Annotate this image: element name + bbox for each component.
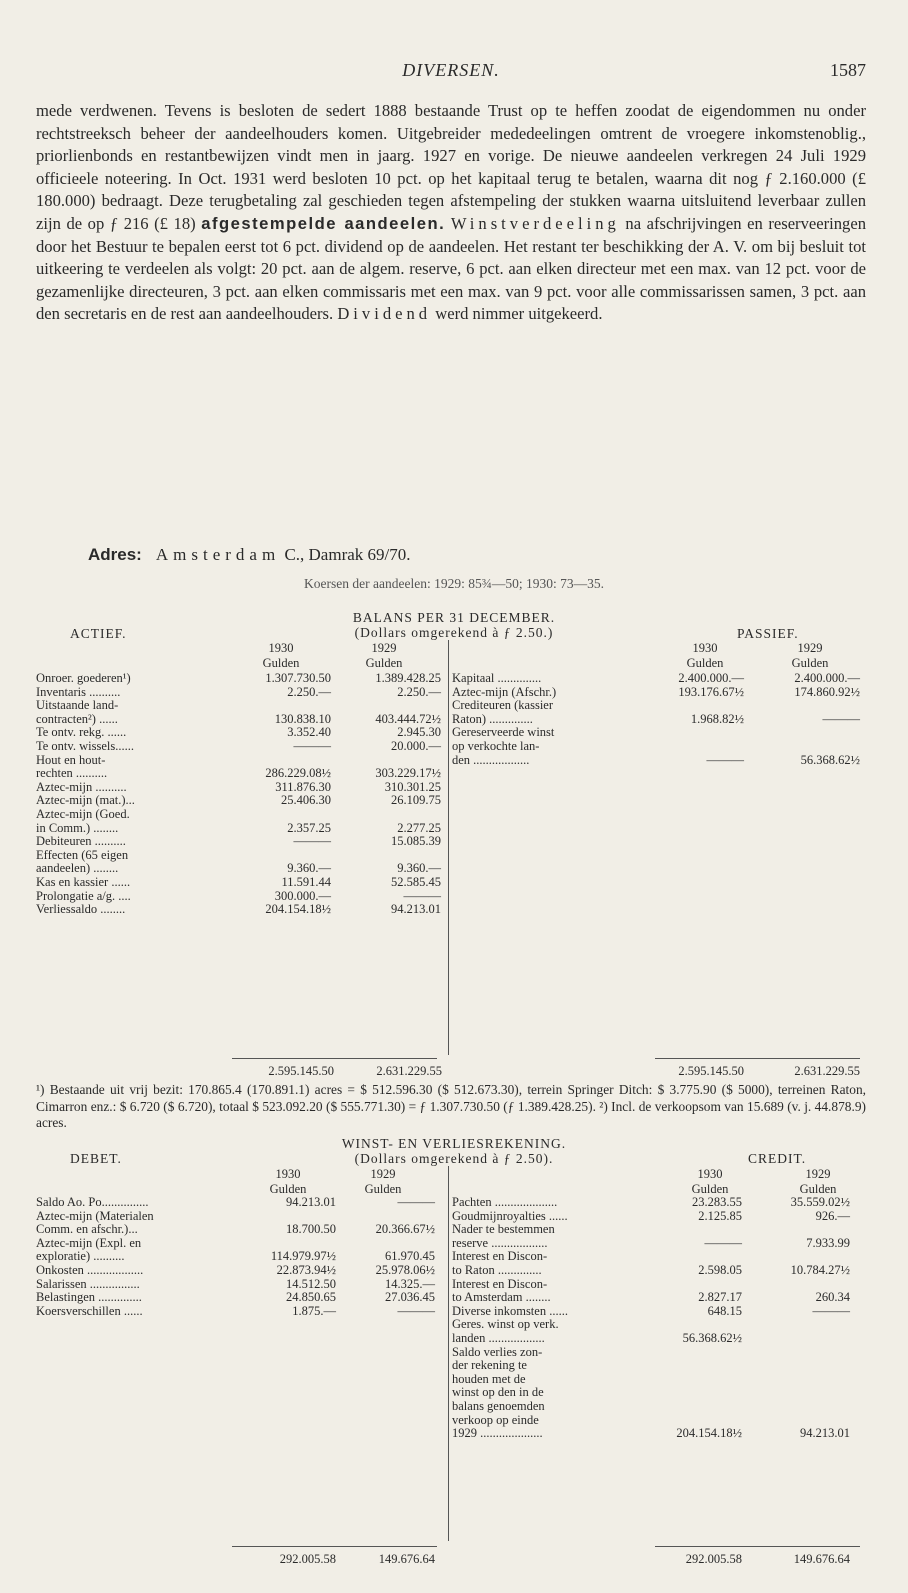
value-1930: 56.368.62½	[682, 1330, 742, 1345]
value-1930: 204.154.18½	[265, 902, 331, 917]
credit-total-rule	[655, 1546, 860, 1547]
table-row	[452, 686, 862, 700]
balans-passief-unit-2: Gulden	[791, 656, 829, 670]
value-1929: ———	[822, 711, 860, 726]
balans-divider	[448, 640, 449, 1055]
value-1929: 27.036.45	[385, 1290, 435, 1305]
balans-actief-unit-1: Gulden	[262, 656, 300, 670]
row-label: Onkosten ..................	[36, 1262, 144, 1277]
debet-total-1929: 149.676.64	[378, 1552, 435, 1566]
table-row	[36, 754, 442, 768]
row-label: Onroer. goederen¹)	[36, 671, 131, 685]
value-1930: 1.307.730.50	[265, 671, 331, 685]
value-1930: 286.229.08½	[265, 766, 331, 781]
debet-label: DEBET.	[70, 1151, 122, 1166]
dividend-label: Dividend	[337, 304, 432, 324]
row-label: Crediteuren (kassier	[452, 698, 554, 713]
value-1929: 25.978.06½	[375, 1262, 435, 1277]
row-label: op verkochte lan-	[452, 738, 540, 753]
row-label: Kapitaal ..............	[452, 671, 542, 685]
value-1930: 9.360.—	[287, 861, 331, 876]
value-1929: 14.325.—	[385, 1276, 435, 1291]
value-1929: 15.085.39	[391, 834, 441, 849]
value-1930: ———	[293, 834, 331, 849]
value-1929: 303.229.17½	[375, 766, 441, 781]
winst-debet-year-1929: 1929	[370, 1167, 396, 1181]
value-1930: 94.213.01	[286, 1195, 336, 1209]
table-row	[36, 876, 442, 890]
row-label: Nader te bestemmen	[452, 1222, 555, 1237]
table-row	[36, 1250, 442, 1264]
row-label: contracten²) ......	[36, 711, 118, 726]
row-label: den ..................	[452, 752, 530, 767]
winst-debet-unit-2: Gulden	[364, 1182, 402, 1196]
running-title: DIVERSEN.	[402, 60, 500, 80]
table-row	[452, 1373, 862, 1387]
balans-actief-year-1929: 1929	[371, 641, 397, 655]
value-1929: ———	[812, 1303, 850, 1318]
row-label: Pachten ....................	[452, 1195, 558, 1209]
value-1929: 2.945.30	[397, 725, 441, 740]
table-row	[452, 1332, 862, 1346]
table-row	[36, 822, 442, 836]
debet-total-1930: 292.005.58	[279, 1552, 336, 1566]
table-row	[36, 1237, 442, 1251]
row-label: Comm. en afschr.)...	[36, 1222, 138, 1237]
row-label: Aztec-mijn (Materialen	[36, 1208, 154, 1223]
table-row	[452, 1305, 862, 1319]
table-row	[452, 699, 862, 713]
value-1930: 1.875.—	[292, 1303, 336, 1318]
credit-total-1929: 149.676.64	[793, 1552, 850, 1566]
table-row	[452, 1359, 862, 1373]
value-1930: 114.979.97½	[270, 1249, 336, 1264]
value-1930: 1.968.82½	[690, 711, 744, 726]
row-label: in Comm.) ........	[36, 820, 119, 835]
table-row	[36, 849, 442, 863]
winst-debet-year-1930: 1930	[275, 1167, 301, 1181]
row-label: Geres. winst op verk.	[452, 1317, 559, 1332]
address-rest: C., Damrak 69/70.	[284, 545, 411, 564]
row-label: reserve ..................	[452, 1235, 548, 1250]
table-row	[36, 726, 442, 740]
value-1930: 2.598.05	[698, 1262, 742, 1277]
row-label: Effecten (65 eigen	[36, 847, 129, 862]
row-label: Aztec-mijn (Afschr.)	[452, 684, 557, 699]
row-label: der rekening te	[452, 1358, 527, 1373]
table-row	[36, 794, 442, 808]
row-label: Hout en hout-	[36, 752, 106, 767]
table-row	[452, 1346, 862, 1360]
value-1930: 311.876.30	[275, 779, 331, 794]
table-row	[36, 699, 442, 713]
row-label: Te ontv. rekg. ......	[36, 725, 127, 740]
row-label: aandeelen) ........	[36, 861, 119, 876]
page-header	[36, 60, 866, 84]
row-label: Salarissen ................	[36, 1276, 140, 1291]
row-label: balans genoemden	[452, 1398, 545, 1413]
credit-table	[452, 1196, 862, 1441]
value-1929: 7.933.99	[806, 1235, 850, 1250]
value-1930: 24.850.65	[286, 1290, 336, 1305]
row-label: Aztec-mijn (Goed.	[36, 806, 130, 821]
winst-credit-unit-1: Gulden	[691, 1182, 729, 1196]
value-1930: 3.352.40	[287, 725, 331, 740]
table-row	[452, 754, 862, 768]
table-row	[452, 1427, 862, 1441]
table-row	[452, 713, 862, 727]
paragraph-3-text: werd nimmer uitgekeerd.	[435, 304, 603, 324]
debet-table	[36, 1196, 442, 1318]
row-label: landen ..................	[452, 1330, 545, 1345]
winstverdeeling-label: Winstverdeeling	[450, 213, 620, 233]
value-1930: 14.512.50	[286, 1276, 336, 1291]
value-1930: ———	[704, 1235, 742, 1250]
value-1930: 204.154.18½	[676, 1426, 742, 1441]
value-1929: 52.585.45	[391, 874, 441, 889]
table-row	[452, 1400, 862, 1414]
passief-table	[452, 672, 862, 767]
table-row	[452, 1210, 862, 1224]
value-1929: 20.000.—	[391, 738, 441, 753]
actief-total-1929: 2.631.229.55	[376, 1064, 442, 1078]
value-1930: 2.827.17	[698, 1290, 742, 1305]
row-label: Kas en kassier ......	[36, 874, 131, 889]
credit-total-1930: 292.005.58	[685, 1552, 742, 1566]
winst-credit-year-1930: 1930	[697, 1167, 723, 1181]
table-row	[36, 781, 442, 795]
row-label: Prolongatie a/g. ....	[36, 888, 131, 903]
value-1929: 926.—	[815, 1208, 850, 1223]
row-label: Diverse inkomsten ......	[452, 1303, 568, 1318]
row-label: Belastingen ..............	[36, 1290, 142, 1305]
credit-label: CREDIT.	[748, 1151, 807, 1166]
value-1929: 10.784.27½	[790, 1262, 850, 1277]
value-1929: 94.213.01	[391, 902, 441, 917]
balans-passief-year-1930: 1930	[692, 641, 718, 655]
balans-passief-unit-1: Gulden	[686, 656, 724, 670]
value-1929: 174.860.92½	[794, 684, 860, 699]
table-row	[452, 1223, 862, 1237]
balans-subtitle: (Dollars omgerekend à ƒ 2.50.)	[354, 625, 554, 640]
row-label: Saldo Ao. Po...............	[36, 1195, 149, 1209]
table-row	[452, 1237, 862, 1251]
value-1930: ———	[293, 738, 331, 753]
paragraph-2-text: na afschrijvingen en reserveeringen door het Bestuur te bepalen eerst tot 6 pct. dividend op de aandeelen. Het restant ter beschikking der A. V. om bij besluit tot uitkeering te verdeelen als volgt: 20 pct. aan de algem. reserve, 6 pct. aan elken directeur met een max. van 12 pct. voor de gezamenlijke directeuren, 3 pct. aan elken commissaris met een max. van 9 pct. voor alle commissarissen samen, 3 pct. aan den secretaris en de rest aan aandeelhouders.	[36, 213, 866, 324]
passief-total-1929: 2.631.229.55	[794, 1064, 860, 1078]
value-1929: 35.559.02½	[790, 1195, 850, 1209]
value-1929: 403.444.72½	[375, 711, 441, 726]
winst-credit-year-1929: 1929	[805, 1167, 831, 1181]
value-1929: ———	[403, 888, 441, 903]
value-1929: 310.301.25	[384, 779, 441, 794]
value-1930: 11.591.44	[281, 874, 331, 889]
value-1930: 300.000.—	[274, 888, 331, 903]
value-1929: 2.277.25	[397, 820, 441, 835]
value-1930: 193.176.67½	[678, 684, 744, 699]
table-row	[36, 686, 442, 700]
row-label: houden met de	[452, 1371, 526, 1386]
winst-subtitle: (Dollars omgerekend à ƒ 2.50).	[354, 1151, 554, 1166]
row-label: exploratie) ..........	[36, 1249, 125, 1264]
row-label: to Raton ..............	[452, 1262, 542, 1277]
value-1930: 648.15	[707, 1303, 742, 1318]
winst-debet-unit-1: Gulden	[269, 1182, 307, 1196]
address-label: Adres:	[88, 545, 142, 564]
row-label: 1929 ....................	[452, 1426, 543, 1441]
value-1930: 18.700.50	[286, 1222, 336, 1237]
table-row	[36, 903, 442, 917]
value-1929: 56.368.62½	[800, 752, 860, 767]
table-row	[36, 713, 442, 727]
row-label: Aztec-mijn (Expl. en	[36, 1235, 142, 1250]
row-label: winst op den in de	[452, 1385, 544, 1400]
footnote-text: ¹) Bestaande uit vrij bezit: 170.865.4 (170.891.1) acres = $ 512.596.30 ($ 512.673.30), terrein Springer Ditch: $ 3.775.90 ($ 5000), terreinen Raton, Cimarron enz.: $ 6.720 ($ 6.720), totaal $ 523.092.20 ($ 555.771.30) = ƒ 1.307.730.50 (ƒ 1.389.428.25). ²) Incl. de verkoopsom van 15.689 (v. j. 44.878.9) acres.	[36, 1082, 866, 1131]
value-1930: 2.250.—	[287, 684, 331, 699]
paragraph-1-text: mede verdwenen. Tevens is besloten de sedert 1888 bestaande Trust op te heffen zoodat de eigendommen nu onder rechtstreeksch beheer der aandeelhouders komen. Uitgebreider mededeelingen omtrent de vroegere inkomstenoblig., priorlienbonds en restantbewijzen vindt men in jaarg. 1927 en vorige. De nieuwe aandeelen verkregen 24 Juli 1929 officieele noteering. In Oct. 1931 werd besloten 10 pct. op het kapitaal terug te betalen, waarna dit nog ƒ 2.160.000 (£ 180.000) bedraagt. Deze terugbetaling zal geschieden tegen afstempeling der stukken waarna uitsluitend leverbaar zullen zijn de op ƒ 216 (£ 18)	[36, 101, 866, 233]
value-1930: 2.357.25	[287, 820, 331, 835]
value-1929: ———	[397, 1195, 435, 1209]
table-row	[36, 672, 442, 686]
table-row	[36, 1196, 442, 1210]
table-row	[452, 1386, 862, 1400]
value-1929: 2.400.000.—	[794, 671, 860, 685]
row-label: to Amsterdam ........	[452, 1290, 551, 1305]
table-row	[36, 862, 442, 876]
value-1929: 20.366.67½	[375, 1222, 435, 1237]
value-1929: 61.970.45	[385, 1249, 435, 1264]
row-label: rechten ..........	[36, 766, 108, 781]
value-1930: 25.406.30	[281, 793, 331, 808]
winst-divider	[448, 1166, 449, 1541]
actief-total-1930: 2.595.145.50	[268, 1064, 334, 1078]
table-row	[36, 808, 442, 822]
row-label: Verliessaldo ........	[36, 902, 126, 917]
balans-actief-year-1930: 1930	[268, 641, 294, 655]
row-label: Interest en Discon-	[452, 1276, 548, 1291]
body-text	[36, 100, 866, 326]
afgestempelde-bold: afgestempelde aandeelen.	[201, 213, 446, 233]
table-row	[36, 1291, 442, 1305]
value-1930: ———	[706, 752, 744, 767]
passief-total-1930: 2.595.145.50	[678, 1064, 744, 1078]
table-row	[36, 1223, 442, 1237]
table-row	[36, 890, 442, 904]
table-row	[36, 740, 442, 754]
table-row	[452, 1264, 862, 1278]
table-row	[36, 1264, 442, 1278]
row-label: Koersverschillen ......	[36, 1303, 143, 1318]
winst-title: WINST- EN VERLIESREKENING.	[341, 1136, 567, 1151]
value-1929: ———	[397, 1303, 435, 1318]
page-number: 1587	[830, 60, 866, 80]
table-row	[452, 740, 862, 754]
actief-table	[36, 672, 442, 917]
row-label: Raton) ..............	[452, 711, 533, 726]
value-1929: 1.389.428.25	[375, 671, 441, 685]
row-label: Debiteuren ..........	[36, 834, 126, 849]
debet-total-rule	[232, 1546, 437, 1547]
value-1929: 260.34	[815, 1290, 850, 1305]
koersen-line: Koersen der aandeelen: 1929: 85¾—50; 1930: 73—35.	[304, 576, 604, 591]
actief-label: ACTIEF.	[70, 626, 127, 641]
table-row	[452, 1278, 862, 1292]
balans-passief-year-1929: 1929	[797, 641, 823, 655]
row-label: Interest en Discon-	[452, 1249, 548, 1264]
value-1929: 9.360.—	[397, 861, 441, 876]
table-row	[452, 1291, 862, 1305]
value-1930: 130.838.10	[274, 711, 331, 726]
value-1930: 23.283.55	[692, 1195, 742, 1209]
row-label: Inventaris ..........	[36, 684, 121, 699]
actief-total-rule	[232, 1058, 437, 1059]
winst-credit-unit-2: Gulden	[799, 1182, 837, 1196]
table-row	[452, 1414, 862, 1428]
row-label: Aztec-mijn ..........	[36, 779, 127, 794]
table-row	[452, 1318, 862, 1332]
table-row	[36, 1210, 442, 1224]
table-row	[36, 1305, 442, 1319]
value-1930: 22.873.94½	[276, 1262, 336, 1277]
table-row	[452, 672, 862, 686]
paragraph-1	[36, 100, 866, 326]
balans-footnote	[36, 1082, 866, 1132]
row-label: Te ontv. wissels......	[36, 738, 134, 753]
value-1929: 94.213.01	[800, 1426, 850, 1441]
value-1929: 2.250.—	[397, 684, 441, 699]
passief-total-rule	[655, 1058, 860, 1059]
value-1930: 2.125.85	[698, 1208, 742, 1223]
value-1930: 2.400.000.—	[678, 671, 744, 685]
row-label: Aztec-mijn (mat.)...	[36, 793, 135, 808]
row-label: Uitstaande land-	[36, 698, 119, 713]
address-line	[88, 545, 411, 565]
row-label: Saldo verlies zon-	[452, 1344, 543, 1359]
row-label: Goudmijnroyalties ......	[452, 1208, 568, 1223]
table-row	[452, 1196, 862, 1210]
row-label: verkoop op einde	[452, 1412, 539, 1427]
address-city: Amsterdam	[155, 545, 281, 564]
table-row	[36, 767, 442, 781]
table-row	[36, 1278, 442, 1292]
table-row	[452, 1250, 862, 1264]
balans-title: BALANS PER 31 DECEMBER.	[352, 610, 556, 625]
passief-label: PASSIEF.	[737, 626, 799, 641]
table-row	[36, 835, 442, 849]
balans-actief-unit-2: Gulden	[365, 656, 403, 670]
value-1929: 26.109.75	[391, 793, 441, 808]
row-label: Gereserveerde winst	[452, 725, 555, 740]
table-row	[452, 726, 862, 740]
